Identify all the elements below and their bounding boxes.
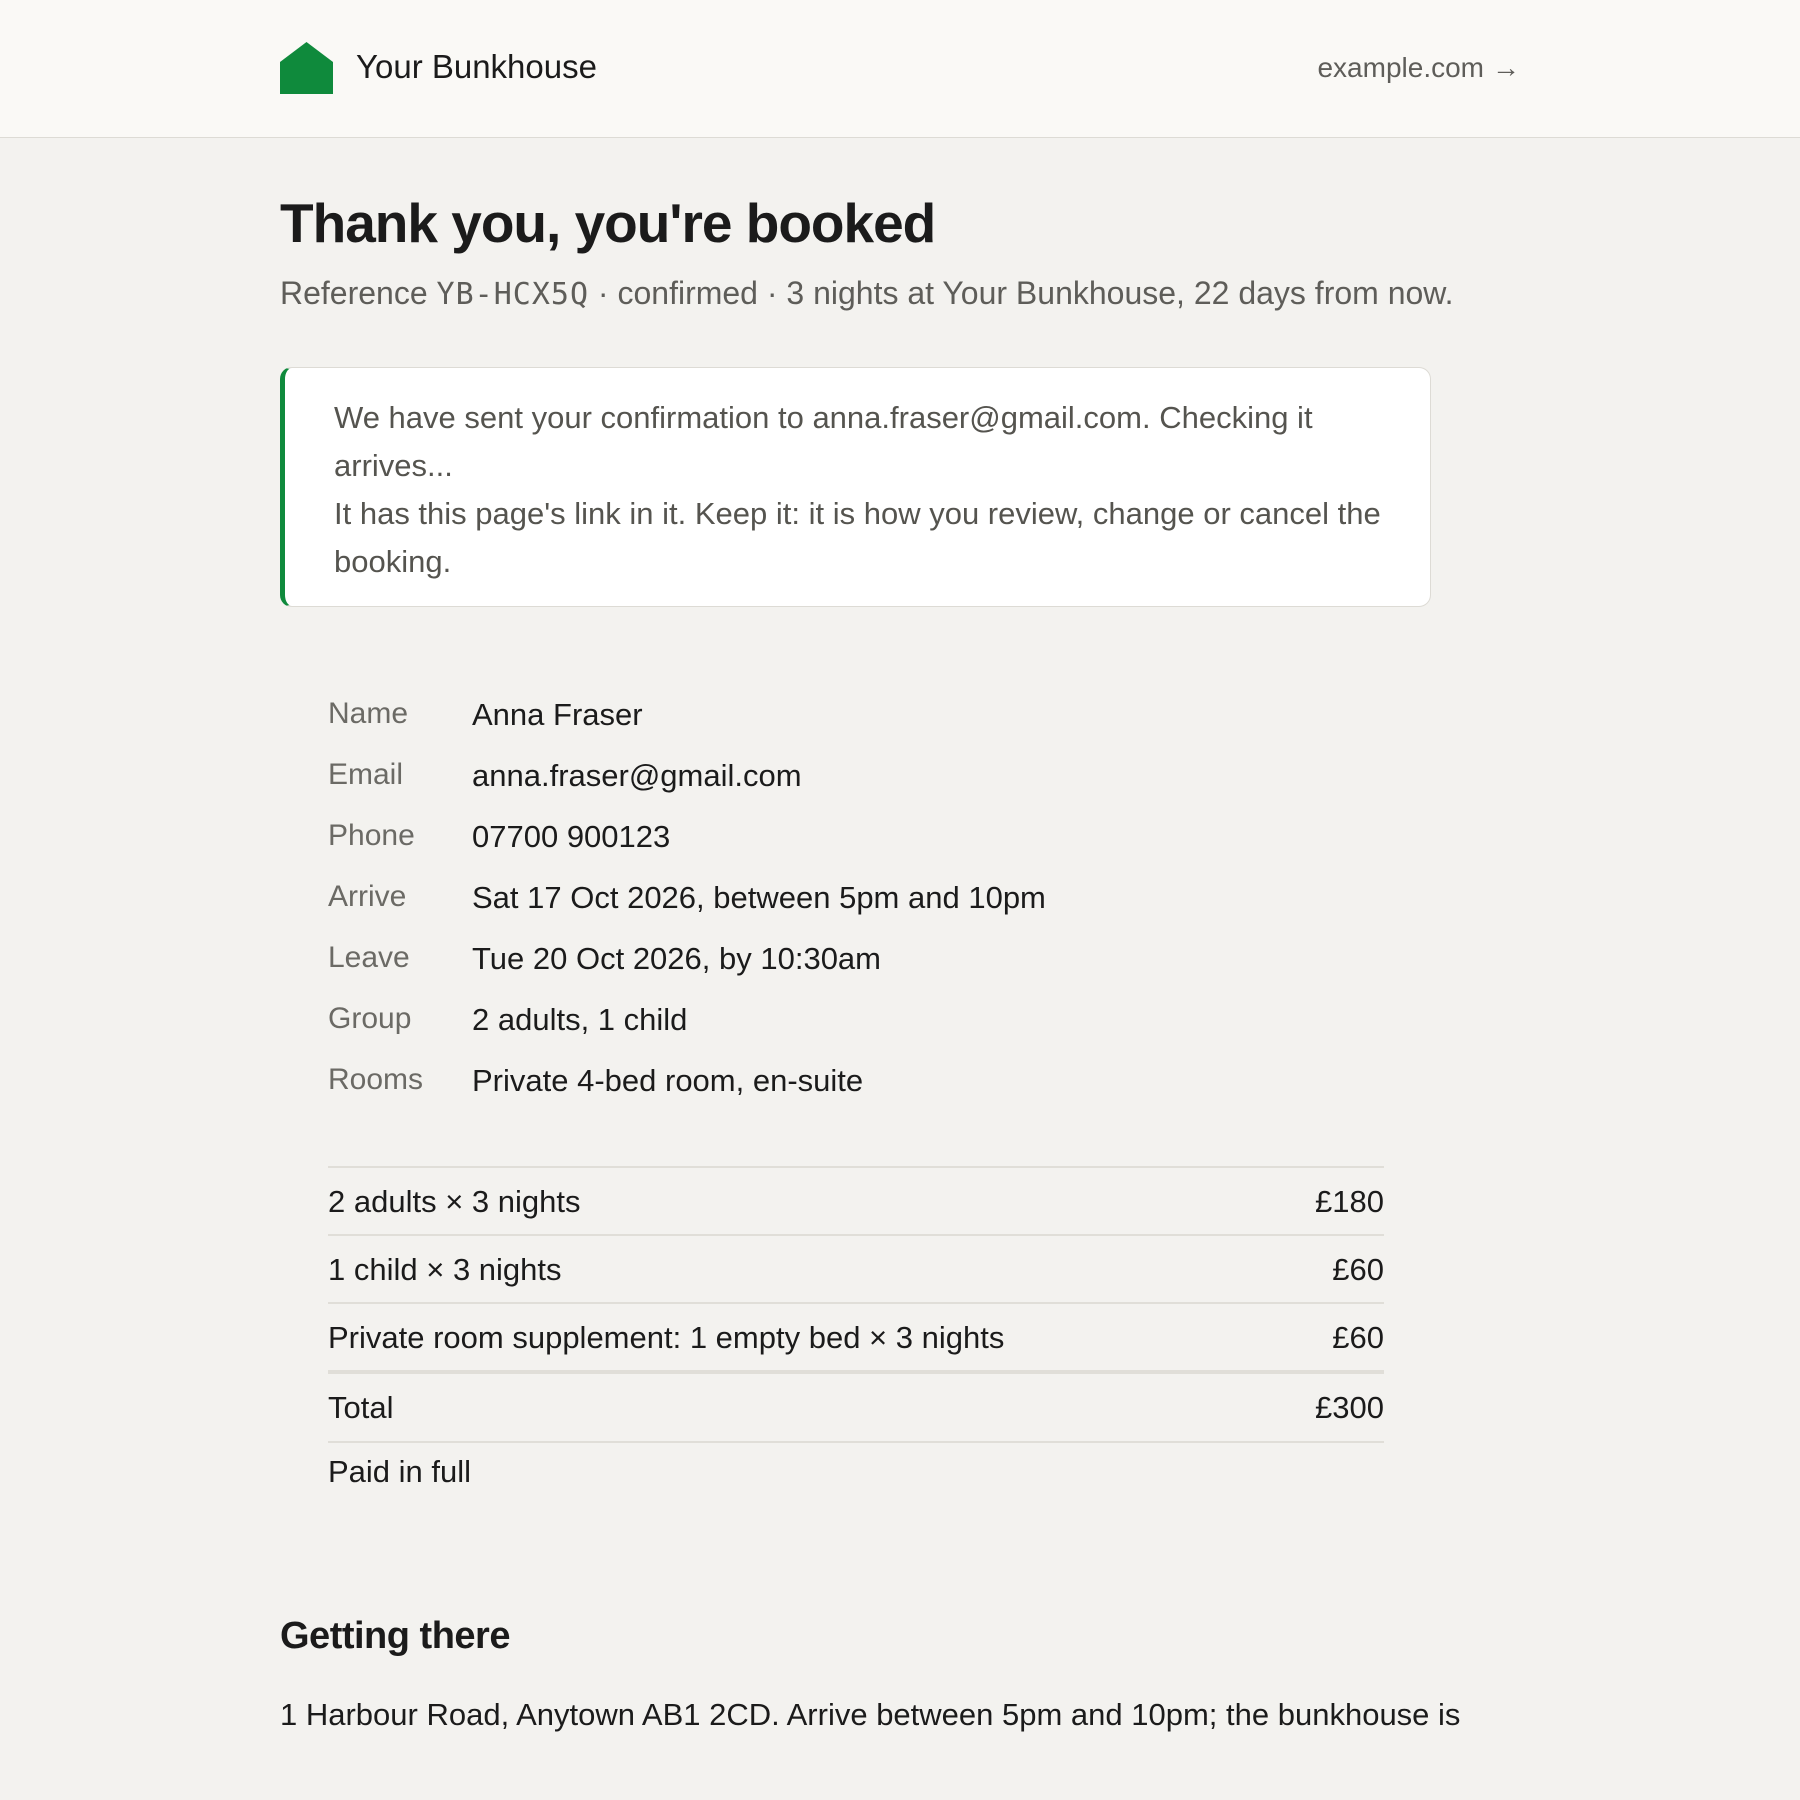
booking-summary bbox=[280, 275, 1454, 312]
house-icon bbox=[280, 42, 333, 94]
detail-value: 07700 900123 bbox=[472, 819, 671, 854]
detail-value: anna.fraser@gmail.com bbox=[472, 758, 802, 793]
detail-label: Leave bbox=[328, 941, 410, 974]
summary-prefix: Reference bbox=[280, 275, 437, 311]
brand[interactable] bbox=[280, 42, 597, 94]
price-line-amount: £60 bbox=[1332, 1320, 1384, 1355]
price-line-amount: £60 bbox=[1332, 1252, 1384, 1287]
getting-there-heading: Getting there bbox=[280, 1615, 510, 1657]
summary-suffix: · confirmed · 3 nights at Your Bunkhouse, 22 days from now. bbox=[589, 275, 1454, 311]
payment-status: Paid in full bbox=[328, 1454, 472, 1489]
detail-label: Rooms bbox=[328, 1063, 424, 1096]
detail-label: Arrive bbox=[328, 880, 407, 913]
confirmation-notice bbox=[280, 367, 1431, 607]
booking-reference: YB-HCX5Q bbox=[436, 277, 590, 312]
notice-keep-link: It has this page's link in it. Keep it: it is how you review, change or cancel the booking. bbox=[334, 496, 1381, 579]
site-link-label: example.com bbox=[1317, 52, 1484, 83]
detail-row-name bbox=[328, 697, 1388, 758]
detail-label: Phone bbox=[328, 819, 415, 852]
getting-there-text: 1 Harbour Road, Anytown AB1 2CD. Arrive between 5pm and 10pm; the bunkhouse is bbox=[280, 1697, 1461, 1732]
total-label: Total bbox=[328, 1390, 394, 1425]
booking-details bbox=[328, 697, 1388, 1124]
price-line-label: 1 child × 3 nights bbox=[328, 1252, 562, 1287]
detail-value: Sat 17 Oct 2026, between 5pm and 10pm bbox=[472, 880, 1046, 915]
price-line bbox=[328, 1166, 1384, 1234]
price-total bbox=[328, 1370, 1384, 1443]
top-bar bbox=[0, 0, 1800, 138]
detail-label: Email bbox=[328, 758, 404, 791]
price-line bbox=[328, 1302, 1384, 1370]
detail-label: Name bbox=[328, 697, 409, 730]
price-line-amount: £180 bbox=[1315, 1184, 1384, 1219]
site-link[interactable] bbox=[1317, 52, 1520, 84]
detail-label: Group bbox=[328, 1002, 412, 1035]
detail-row-leave bbox=[328, 941, 1388, 1002]
detail-value: Anna Fraser bbox=[472, 697, 643, 732]
price-line-label: 2 adults × 3 nights bbox=[328, 1184, 581, 1219]
notice-email-sent: We have sent your confirmation to anna.fraser@gmail.com. Checking it arrives... bbox=[334, 400, 1313, 483]
total-amount: £300 bbox=[1315, 1390, 1384, 1425]
detail-value: 2 adults, 1 child bbox=[472, 1002, 688, 1037]
detail-value: Private 4-bed room, en-suite bbox=[472, 1063, 864, 1098]
detail-row-phone bbox=[328, 819, 1388, 880]
price-breakdown bbox=[328, 1166, 1384, 1443]
detail-value: Tue 20 Oct 2026, by 10:30am bbox=[472, 941, 881, 976]
price-line-label: Private room supplement: 1 empty bed × 3 nights bbox=[328, 1320, 1005, 1355]
detail-row-rooms bbox=[328, 1063, 1388, 1124]
brand-name: Your Bunkhouse bbox=[356, 48, 597, 85]
detail-row-group bbox=[328, 1002, 1388, 1063]
detail-row-arrive bbox=[328, 880, 1388, 941]
detail-row-email bbox=[328, 758, 1388, 819]
page-title: Thank you, you're booked bbox=[280, 192, 936, 254]
price-line bbox=[328, 1234, 1384, 1302]
arrow-right-icon: → bbox=[1492, 52, 1520, 83]
